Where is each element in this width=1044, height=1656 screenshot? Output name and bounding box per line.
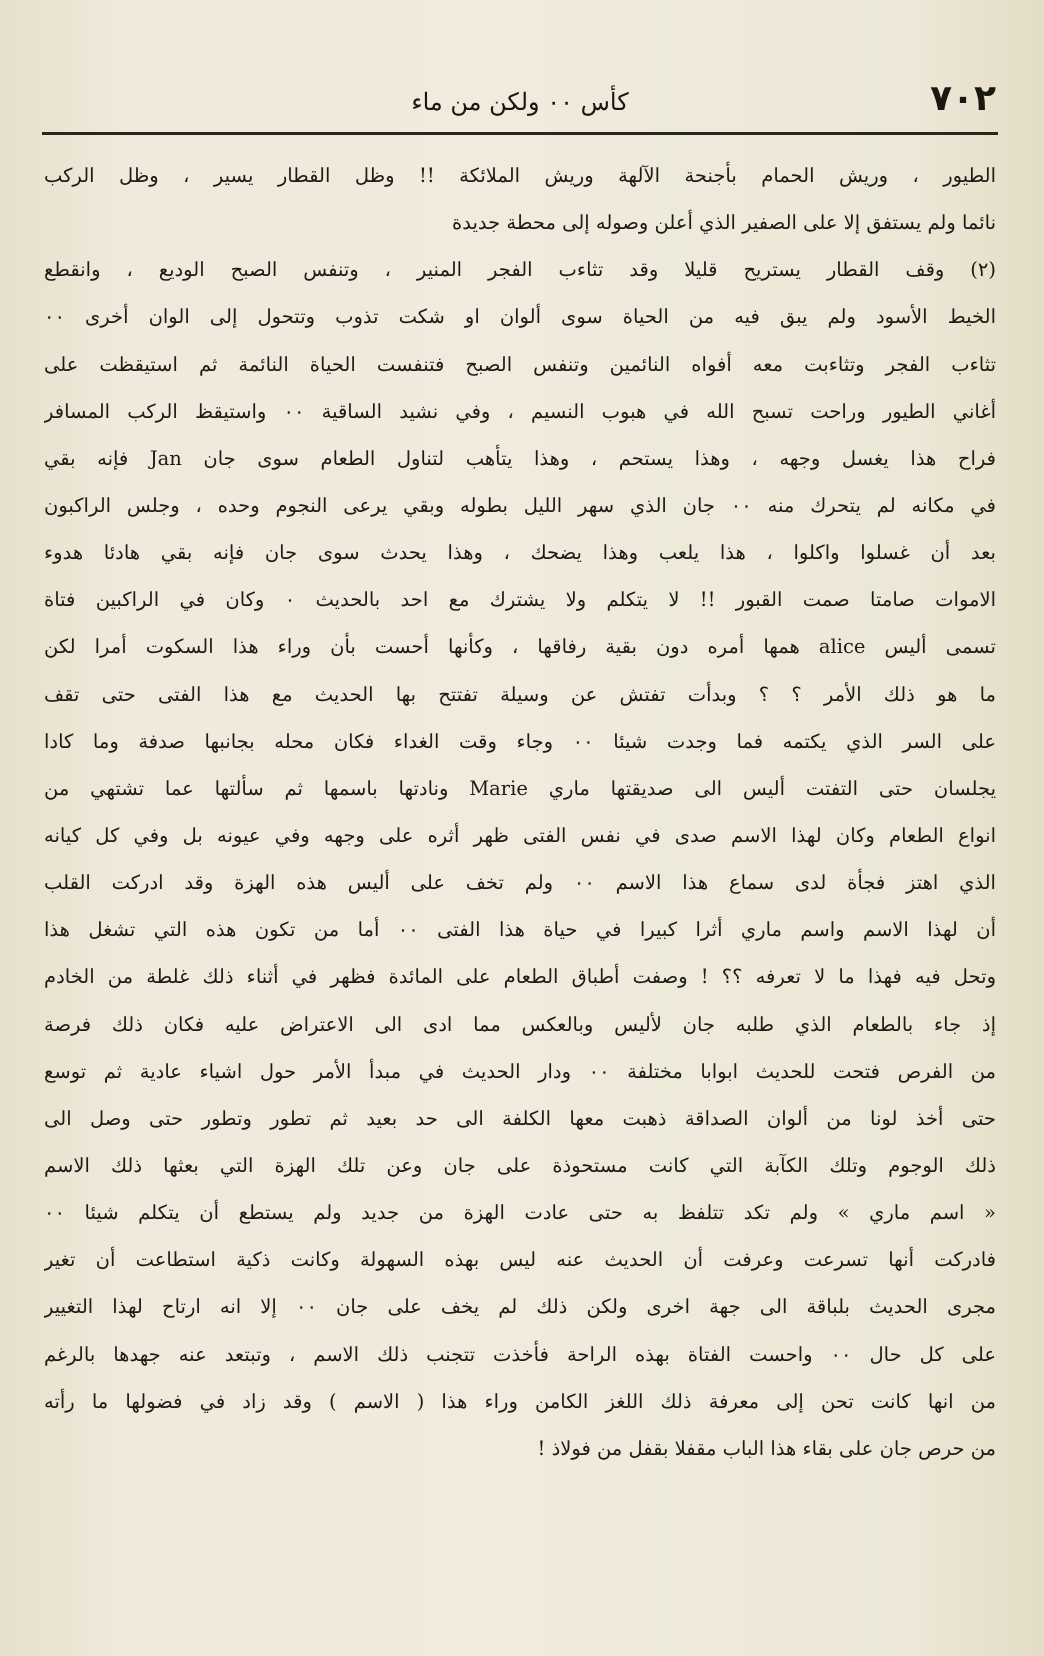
header-rule (42, 132, 998, 135)
text-line: مجرى الحديث بلباقة الى جهة اخرى ولكن ذلك لم يخف على جان ٠٠ إلا انه ارتاح لهذا التغيير (44, 1295, 996, 1319)
text-line: من الفرص فتحت للحديث ابوابا مختلفة ٠٠ ودار الحديث في مبدأ الأمر حول اشياء عادية ثم توسع (44, 1059, 996, 1083)
page-header (44, 78, 996, 128)
text-line: ذلك الوجوم وتلك الكآبة التي كانت مستحوذة على جان وعن تلك الهزة التي بعثها ذلك الاسم (44, 1153, 996, 1177)
text-line: انواع الطعام وكان لهذا الاسم صدى في نفس الفتى ظهر أثره على وجهه وفي عيونه بل وفي كل كيانه (44, 823, 996, 847)
text-line: الخيط الأسود ولم يبق فيه من الحياة سوى ألوان او شكت تذوب وتتحول إلى الوان أخرى ٠٠ (44, 305, 996, 329)
text-line: ما هو ذلك الأمر ؟ ؟ وبدأت تفتش عن وسيلة تفتتح بها الحديث مع هذا الفتى حتى تقف (44, 682, 996, 706)
text-line: من حرص جان على بقاء هذا الباب مقفلا بقفل من فولاذ ! (537, 1436, 996, 1460)
text-line: (٢) وقف القطار يستريح قليلا وقد تثاءب الفجر المنير ، وتنفس الصبح الوديع ، وانقطع (44, 258, 996, 282)
text-line: نائما ولم يستفق إلا على الصفير الذي أعلن وصوله إلى محطة جديدة (452, 211, 996, 235)
text-line: « اسم ماري » ولم تكد تتلفظ به حتى عادت الهزة من جديد ولم يستطع أن يتكلم شيئا ٠٠ (44, 1201, 996, 1225)
text-line: أن لهذا الاسم واسم ماري أثرا كبيرا في حياة هذا الفتى ٠٠ أما من تكون هذه التي تشغل هذا (44, 918, 996, 942)
text-line: بعد أن غسلوا واكلوا ، هذا يلعب وهذا يضحك ، وهذا يحدث سوى جان فإنه بقي هادئا هدوء (44, 541, 996, 565)
text-line: في مكانه لم يتحرك منه ٠٠ جان الذي سهر الليل بطوله وبقي يرعى النجوم وحده ، وجلس الراكبون (44, 493, 996, 517)
body-text (44, 152, 996, 1472)
text-line: فراح هذا يغسل وجهه ، وهذا يستحم ، وهذا يتأهب لتناول الطعام سوى جان Jan فإنه بقي (44, 446, 996, 470)
text-line: تثاءب الفجر وتثاءبت معه أفواه النائمين وتنفس الصبح فتنفست الحياة النائمة ثم استيقظت على (44, 352, 996, 376)
text-line: الذي اهتز فجأة لدى سماع هذا الاسم ٠٠ ولم تخف على أليس هذه الهزة وقد ادركت القلب (44, 871, 996, 895)
text-line: إذ جاء بالطعام الذي طلبه جان لأليس وبالعكس مما ادى الى الاعتراض عليه فكان ذلك فرصة (44, 1012, 996, 1036)
text-line: حتى أخذ لونا من ألوان الصداقة ذهبت معها الكلفة الى حد بعيد ثم تطور وتطور حتى وصل الى (44, 1106, 996, 1130)
text-line: الطيور ، وريش الحمام بأجنحة الآلهة وريش الملائكة !! وظل القطار يسير ، وظل الركب (44, 164, 996, 187)
text-line: من انها كانت تحن إلى معرفة ذلك اللغز الكامن وراء هذا ( الاسم ) وقد زاد في فضولها ما رأته (44, 1389, 996, 1413)
text-line: الاموات صامتا صمت القبور !! لا يتكلم ولا يشترك مع احد بالحديث ٠ وكان في الراكبين فتاة (44, 588, 996, 612)
running-title: كأس ٠٠ ولكن من ماء (411, 88, 629, 116)
text-line: أغاني الطيور وراحت تسبح الله في هبوب النسيم ، وفي نشيد الساقية ٠٠ واستيقظ الركب المسافر (44, 399, 996, 423)
text-line: على السر الذي يكتمه فما وجدت شيئا ٠٠ وجاء وقت الغداء فكان محله بجانبها صدفة وما كادا (44, 729, 996, 753)
text-line: تسمى أليس alice همها أمره دون بقية رفاقها ، وكأنها أحست بأن وراء هذا السكوت أمرا لكن (44, 635, 996, 659)
text-line: وتحل فيه فهذا ما لا تعرفه ؟؟ ! وصفت أطباق الطعام على المائدة فظهر في أثناء ذلك غلطة من الخادم (44, 965, 996, 989)
page-number: ٧٠٢ (930, 78, 996, 119)
text-line: يجلسان حتى التفتت أليس الى صديقتها ماري Marie ونادتها باسمها ثم سألتها عما تشتهي من (44, 776, 996, 800)
text-line: على كل حال ٠٠ واحست الفتاة بهذه الراحة فأخذت تتجنب ذلك الاسم ، وتبتعد عنه جهدها بالرغم (44, 1342, 996, 1366)
text-line: فادركت أنها تسرعت وعرفت أن الحديث عنه ليس بهذه السهولة وكانت ذكية استطاعت أن تغير (44, 1248, 996, 1272)
